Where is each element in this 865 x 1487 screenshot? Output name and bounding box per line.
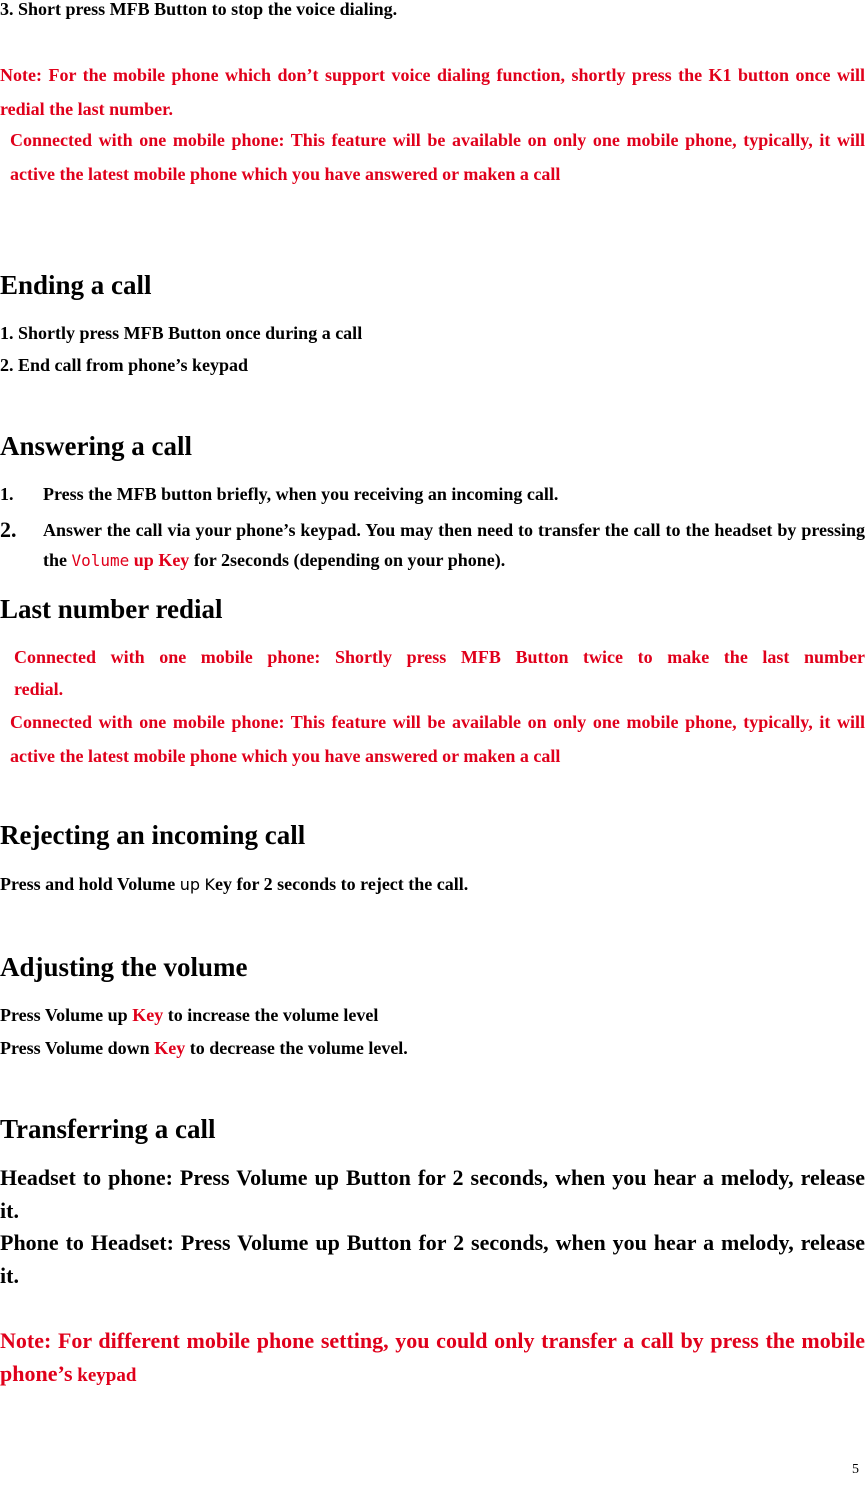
- voice-dialing-step3: 3. Short press MFB Button to stop the voice dialing.: [0, 0, 398, 19]
- list-number: 1.: [0, 484, 14, 504]
- heading-ending-call: Ending a call: [0, 270, 152, 300]
- up-key-word: up Key: [129, 550, 190, 570]
- heading-transferring-call: Transferring a call: [0, 1114, 216, 1144]
- heading-rejecting-call: Rejecting an incoming call: [0, 820, 306, 850]
- answering-list-item-1: [0, 479, 865, 509]
- list-number: 2.: [0, 517, 17, 542]
- volume-down-text: Press Volume down Key to decrease the volume level.: [0, 1038, 408, 1058]
- transfer-headset-to-phone: Headset to phone: Press Volume up Button for 2 seconds, when you hear a melody, release it.: [0, 1165, 865, 1223]
- ending-call-line1: 1. Shortly press MFB Button once during a call: [0, 323, 363, 343]
- list-text: Answer the call via your phone’s keypad. You may then need to transfer the call to the headset by pressing the Volume up Key for 2seconds (depending on your phone).: [43, 520, 865, 570]
- volume-up-text: Press Volume up Key to increase the volume level: [0, 1005, 379, 1025]
- redial-note2: Connected with one mobile phone: This feature will be available on only one mobile phone, typically, it will active the latest mobile phone which you have answered or maken a call: [10, 712, 865, 766]
- page-number: 5: [852, 1462, 859, 1477]
- ending-call-line2: 2. End call from phone’s keypad: [0, 355, 249, 375]
- transfer-phone-to-headset: Phone to Headset: Press Volume up Button for 2 seconds, when you hear a melody, release it.: [0, 1230, 865, 1288]
- answering-list-item-2: [0, 515, 865, 579]
- rejecting-text: Press and hold Volume up Key for 2 seconds to reject the call.: [0, 874, 469, 894]
- heading-answering-call: Answering a call: [0, 431, 192, 461]
- heading-adjusting-volume: Adjusting the volume: [0, 952, 248, 982]
- voice-dialing-connected-note: Connected with one mobile phone: This feature will be available on only one mobile phone, typically, it will active the latest mobile phone which you have answered or maken a call: [10, 130, 865, 184]
- heading-last-number-redial: Last number redial: [0, 594, 223, 624]
- volume-word: Volume: [71, 551, 130, 570]
- transfer-note: Note: For different mobile phone setting, you could only transfer a call by press the mobile phone’s keypad: [0, 1328, 865, 1386]
- list-text: Press the MFB button briefly, when you receiving an incoming call.: [43, 484, 559, 504]
- voice-dialing-note: Note: For the mobile phone which don’t support voice dialing function, shortly press the K1 button once will redial the last number.: [0, 65, 865, 119]
- redial-note1: Connected with one mobile phone: Shortly press MFB Button twice to make the last number redial.: [14, 647, 865, 699]
